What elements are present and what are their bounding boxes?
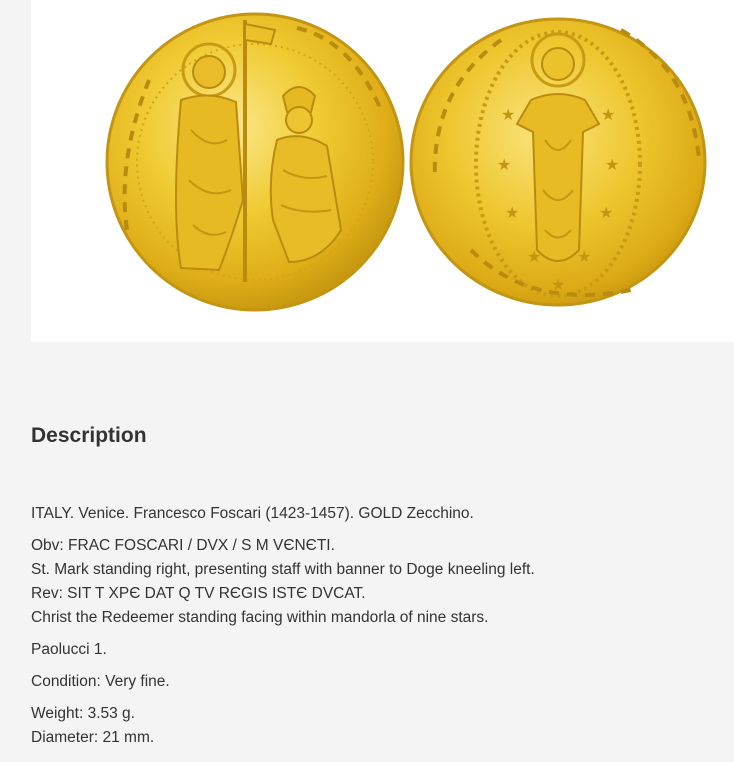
coin-photo [31, 0, 734, 342]
description-body [31, 502, 721, 750]
coin-title: ITALY. Venice. Francesco Foscari (1423-1457). GOLD Zecchino. [31, 505, 474, 522]
obverse-coin [107, 14, 403, 310]
svg-text:★: ★ [527, 247, 542, 266]
coin-image-panel[interactable] [31, 0, 734, 342]
description-heading: Description [31, 424, 147, 447]
svg-text:★: ★ [577, 247, 592, 266]
obverse-legend: Obv: FRAC FOSCARI / DVX / S M VЄNЄTI. [31, 537, 335, 554]
reverse-description: Christ the Redeemer standing facing within mandorla of nine stars. [31, 609, 489, 626]
reverse-coin [411, 19, 705, 305]
reverse-legend: Rev: SIT T XPЄ DAT Q TV RЄGIS ISTЄ DVCAT. [31, 585, 366, 602]
svg-text:★: ★ [497, 155, 512, 174]
svg-text:★: ★ [601, 105, 616, 124]
diameter: Diameter: 21 mm. [31, 729, 155, 746]
svg-text:★: ★ [505, 203, 520, 222]
svg-text:★: ★ [599, 203, 614, 222]
weight: Weight: 3.53 g. [31, 705, 135, 722]
svg-text:★: ★ [551, 275, 566, 294]
obverse-description: St. Mark standing right, presenting staff with banner to Doge kneeling left. [31, 561, 535, 578]
svg-text:★: ★ [605, 155, 620, 174]
svg-text:★: ★ [501, 105, 516, 124]
condition: Condition: Very fine. [31, 673, 170, 690]
reference: Paolucci 1. [31, 641, 107, 658]
